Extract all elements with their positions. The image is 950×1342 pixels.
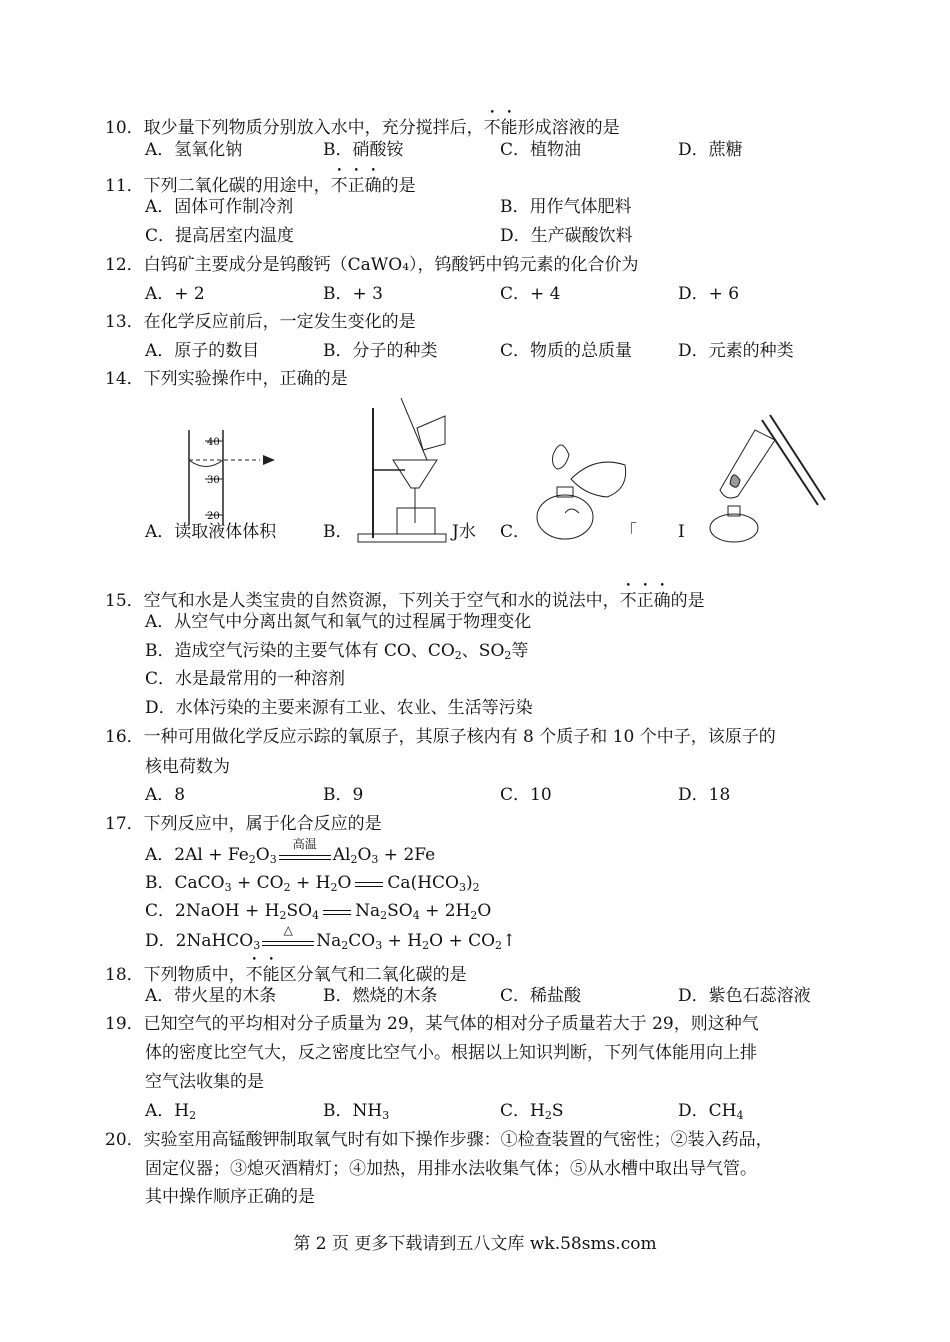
q12-stem: 12．白钨矿主要成分是钨酸钙（CaWO₄），钨酸钙中钨元素的化合价为 [105,255,639,275]
q16-stem-line2: 核电荷数为 [145,757,230,777]
q18-option-d: D．紫色石蕊溶液 [678,986,811,1006]
q15-stem: 15．空气和水是人类宝贵的自然资源，下列关于空气和水的说法中，不正确的是 [105,591,705,611]
q10-option-c: C．植物油 [500,140,582,160]
q19-stem-line3: 空气法收集的是 [145,1072,264,1092]
alcohol-lamp-lighting-figure [525,425,635,545]
q13-option-c: C．物质的总质量 [500,341,633,361]
q17-stem: 17．下列反应中，属于化合反应的是 [105,814,382,834]
q18-stem: 18．下列物质中，不能区分氧气和二氧化碳的是 [105,965,467,985]
q17-option-d: D．2NaHCO$_3$ △ $Na_2CO_3 + H_2O$ + $CO_2↑$ [145,922,517,952]
q13-option-d: D．元素的种类 [678,341,794,361]
q13-option-a: A．原子的数目 [145,341,260,361]
q10-option-a: A．氢氧化钠 [145,140,243,160]
q12-option-a: A．+ 2 [145,284,205,304]
q11-stem: 11．下列二氧化碳的用途中，不正确的是 [105,176,416,196]
q16-option-b: B．9 [323,785,364,805]
q19-option-b: B．$NH_3$ [323,1101,390,1122]
q17-option-c: C．2NaOH + $H_2SO_4$ $Na_2SO_4 + 2H_2O$ [145,901,492,922]
q19-stem-line1: 19．已知空气的平均相对分子质量为 29，某气体的相对分子质量若大于 29，则这种气 [105,1014,759,1034]
q16-option-d: D．18 [678,785,731,805]
q18-option-c: C．稀盐酸 [500,986,582,1006]
q11-option-c: C．提高居室内温度 [145,226,295,246]
q15-option-b: B．造成空气污染的主要气体有 CO、$CO_2$、$SO_2$等 [145,641,529,662]
q19-stem-line2: 体的密度比空气大，反之密度比空气小。根据以上知识判断，下列气体能用向上排 [145,1043,757,1063]
q15-option-c: C．水是最常用的一种溶剂 [145,669,346,689]
q20-stem-line2: 固定仪器；③熄灭酒精灯；④加热，用排水法收集气体；⑤从水槽中取出导气管。 [145,1159,757,1179]
q16-option-c: C．10 [500,785,552,805]
q13-stem: 13．在化学反应前后，一定发生变化的是 [105,312,416,332]
tick-40: 40 [207,437,220,448]
tick-20: 20 [207,511,220,522]
q10-stem: 10．取少量下列物质分别放入水中，充分搅拌后，不能形成溶液的是 [105,118,620,138]
q20-stem-line1: 20．实验室用高锰酸钾制取氧气时有如下操作步骤：①检查装置的气密性；②装入药品， [105,1130,773,1150]
q16-option-a: A．8 [145,785,186,805]
graduated-cylinder-figure [175,425,290,525]
q11-option-a: A．固体可作制冷剂 [145,197,294,217]
q12-option-d: D．+ 6 [678,284,740,304]
q15-option-d: D．水体污染的主要来源有工业、农业、生活等污染 [145,698,533,718]
q20-stem-line3: 其中操作顺序正确的是 [145,1187,315,1207]
q19-option-a: A．$H_2$ [145,1101,197,1122]
q12-option-c: C．+ 4 [500,284,561,304]
q12-option-b: B．+ 3 [323,284,383,304]
eye-icon [263,455,275,465]
q19-option-d: D．$CH_4$ [678,1101,744,1122]
q14-stem: 14．下列实验操作中，正确的是 [105,369,348,389]
q15-option-a: A．从空气中分离出氮气和氧气的过程属于物理变化 [145,612,532,632]
q14-option-c: C． [500,522,531,542]
q18-option-b: B．燃烧的木条 [323,986,438,1006]
q10-option-d: D．蔗糖 [678,140,743,160]
q14-option-b: B． [323,522,353,542]
q17-option-b: B．CaCO$_3$ + $CO_2 + H_2O$ $Ca(HCO_3)_2$ [145,873,480,894]
q18-option-a: A．带火星的木条 [145,986,277,1006]
filtration-figure [355,398,450,546]
q11-option-d: D．生产碳酸饮料 [500,226,633,246]
q16-stem-line1: 16．一种可用做化学反应示踪的氧原子，其原子核内有 8 个质子和 10 个中子，该原子的 [105,727,776,747]
q11-option-b: B．用作气体肥料 [500,197,632,217]
q13-option-b: B．分子的种类 [323,341,438,361]
test-tube-heating-figure [700,410,835,550]
q14-option-c-tail: 「 [620,522,637,542]
q14-option-d: I [678,522,685,542]
q10-option-b: B．硝酸铵 [323,140,404,160]
q17-option-a: A．$2Al + Fe_2O_3$ 高温 $Al_2O_3 + 2Fe$ [145,836,436,866]
q14-option-a: A．读取液体体积 [145,522,277,542]
reaction-condition-high-temp: 高温 [279,848,331,864]
q19-option-c: C．$H_2S$ [500,1101,564,1122]
page-footer: 第 2 页 更多下载请到五八文库 wk.58sms.com [293,1234,657,1254]
q14-option-b-tail: J水 [452,522,476,542]
tick-30: 30 [207,475,220,486]
reaction-condition-heat: △ [262,934,314,950]
